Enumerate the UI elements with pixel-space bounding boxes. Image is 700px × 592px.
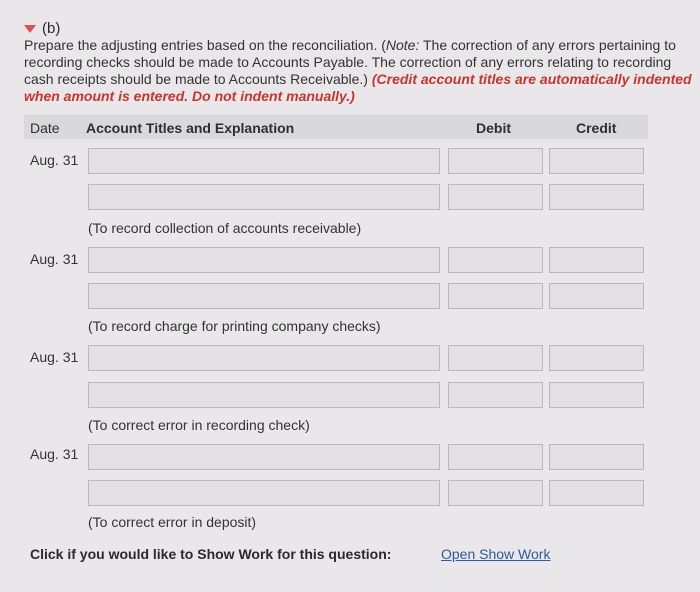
- entry-2-account-input-2[interactable]: [88, 283, 440, 309]
- entry-2-credit-input-1[interactable]: [549, 247, 644, 273]
- entry-3-account-input-1[interactable]: [88, 345, 440, 371]
- entry-2-memo: (To record charge for printing company checks): [88, 318, 381, 334]
- collapse-triangle-icon[interactable]: [24, 25, 36, 33]
- entry-4-account-input-2[interactable]: [88, 480, 440, 506]
- show-work-row: [30, 546, 551, 562]
- entry-2-debit-input-2[interactable]: [448, 283, 543, 309]
- entry-1-credit-input-2[interactable]: [549, 184, 644, 210]
- entry-3-debit-input-1[interactable]: [448, 345, 543, 371]
- header-date: Date: [30, 120, 60, 136]
- entry-3-credit-input-1[interactable]: [549, 345, 644, 371]
- entry-4-memo: (To correct error in deposit): [88, 514, 257, 530]
- entry-1-account-input-1[interactable]: [88, 148, 440, 174]
- section-header[interactable]: [24, 20, 60, 37]
- header-debit: Debit: [476, 120, 511, 136]
- entry-2-credit-input-2[interactable]: [549, 283, 644, 309]
- instructions-text-2: The correction of any errors pertaining to recording checks should be made to Accounts Payable. The correction of any errors relating to recording cash receipts should be made to Accounts Receivable.): [24, 37, 676, 87]
- entry-1-debit-input-1[interactable]: [448, 148, 543, 174]
- entry-4-date: Aug. 31: [30, 446, 79, 462]
- entry-3-date: Aug. 31: [30, 349, 79, 365]
- open-show-work-link[interactable]: Open Show Work: [441, 546, 551, 562]
- entry-3-memo: (To correct error in recording check): [88, 417, 310, 433]
- show-work-prompt: Click if you would like to Show Work for this question:: [30, 546, 392, 562]
- entry-4-debit-input-2[interactable]: [448, 480, 543, 506]
- instructions-text-1: Prepare the adjusting entries based on the reconciliation. (: [24, 37, 386, 53]
- instructions: [24, 37, 692, 105]
- note-label: Note:: [385, 37, 420, 53]
- entry-1-memo: (To record collection of accounts receivable): [88, 220, 362, 236]
- table-header: [24, 115, 648, 139]
- section-label: (b): [42, 20, 61, 37]
- entry-3-account-input-2[interactable]: [88, 382, 440, 408]
- entry-1-date: Aug. 31: [30, 152, 79, 168]
- entry-4-credit-input-2[interactable]: [549, 480, 644, 506]
- entry-3-debit-input-2[interactable]: [448, 382, 543, 408]
- entry-4-credit-input-1[interactable]: [549, 444, 644, 470]
- entry-4-account-input-1[interactable]: [88, 444, 440, 470]
- entry-1-debit-input-2[interactable]: [448, 184, 543, 210]
- entry-2-account-input-1[interactable]: [88, 247, 440, 273]
- entry-1-credit-input-1[interactable]: [549, 148, 644, 174]
- entry-1-account-input-2[interactable]: [88, 184, 440, 210]
- entry-4-debit-input-1[interactable]: [448, 444, 543, 470]
- header-account: Account Titles and Explanation: [86, 120, 295, 136]
- entry-2-date: Aug. 31: [30, 251, 79, 267]
- entry-3-credit-input-2[interactable]: [549, 382, 644, 408]
- entry-2-debit-input-1[interactable]: [448, 247, 543, 273]
- header-credit: Credit: [576, 120, 617, 136]
- instructions-red-note: (Credit account titles are automatically indented when amount is entered. Do not indent manually.): [24, 71, 692, 104]
